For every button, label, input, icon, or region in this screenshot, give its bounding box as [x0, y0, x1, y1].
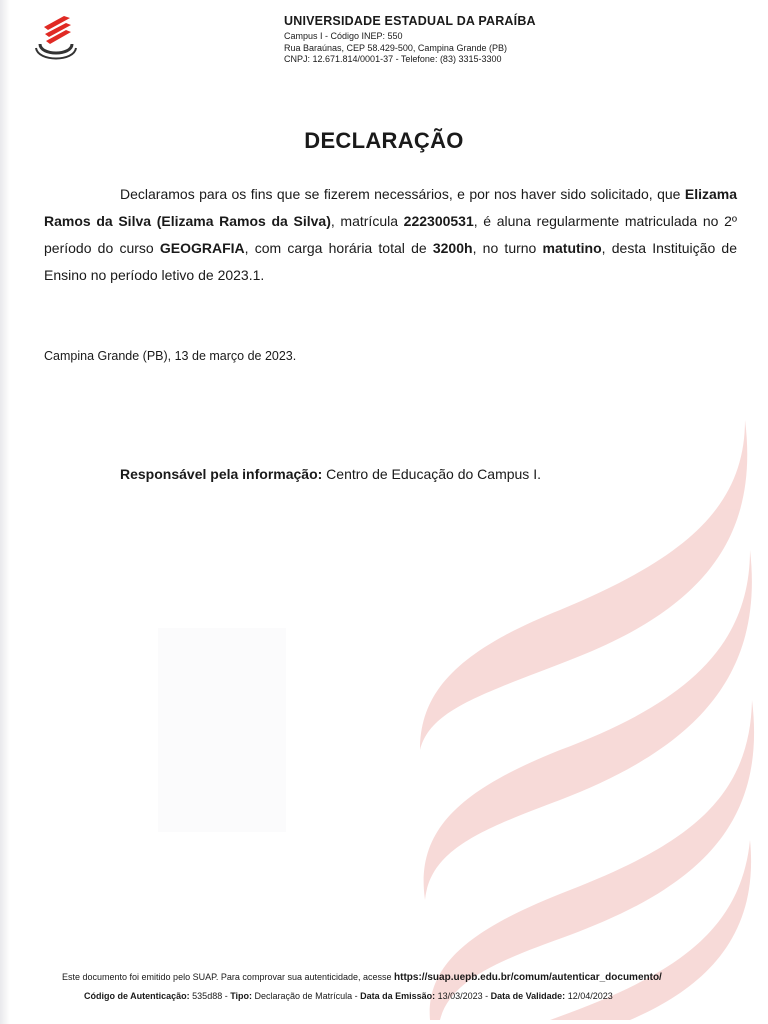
footer-metadata: Código de Autenticação: 535d88 - Tipo: Declaração de Matrícula - Data da Emissão: 13/03/2023 - Data de Validade: 12/04/2023 [84, 991, 613, 1001]
footer-authenticity: Este documento foi emitido pelo SUAP. Para comprovar sua autenticidade, acesse https://suap.uepb.edu.br/comum/autenticar_documento/ [62, 972, 662, 983]
course-name: GEOGRAFIA [159, 240, 245, 256]
matricula-number: 222300531 [403, 213, 474, 229]
university-name: UNIVERSIDADE ESTADUAL DA PARAÍBA [284, 14, 536, 28]
header-address: Rua Baraúnas, CEP 58.429-500, Campina Grande (PB) [284, 42, 507, 53]
institution-header [284, 14, 584, 66]
authenticity-link[interactable]: https://suap.uepb.edu.br/comum/autenticar_documento/ [394, 972, 662, 983]
issue-date: 13/03/2023 - [435, 991, 491, 1001]
valid-date: 12/04/2023 [565, 991, 613, 1001]
body-intro: Declaramos para os fins que se fizerem necessários, e por nos haver sido solicitado, que [120, 186, 681, 202]
doc-type: Declaração de Matrícula - [252, 991, 361, 1001]
auth-code: 535d88 - [189, 991, 231, 1001]
responsible-info [120, 466, 541, 482]
flame-watermark-icon [400, 420, 760, 1020]
signature-area [158, 628, 286, 832]
header-cnpj: CNPJ: 12.671.814/0001-37 - Telefone: (83) 3315-3300 [284, 54, 502, 64]
responsible-label: Responsável pela informação: [120, 466, 323, 482]
header-campus: Campus I - Código INEP: 550 [284, 31, 403, 41]
student-name: Elizama Ramos da Silva (Elizama Ramos da Silva) [44, 186, 738, 229]
declaration-body: Declaramos para os fins que se fizerem necessários, e por nos haver sido solicitado, que Elizama Ramos da Silva (Elizama Ramos da Silva), matrícula 222300531, é aluna regularmente matriculada no 2º período do curso GEOGRAFIA, com carga horária total de 3200h, no turno matutino, desta Instituição de Ensino no período letivo de 2023.1. [44, 186, 738, 283]
document-title: DECLARAÇÃO [304, 128, 464, 153]
course-shift: matutino [542, 240, 602, 256]
uepb-logo-icon [34, 14, 78, 62]
course-hours: 3200h [432, 240, 473, 256]
responsible-value: Centro de Educação do Campus I. [322, 466, 541, 482]
place-date: Campina Grande (PB), 13 de março de 2023. [44, 349, 297, 363]
